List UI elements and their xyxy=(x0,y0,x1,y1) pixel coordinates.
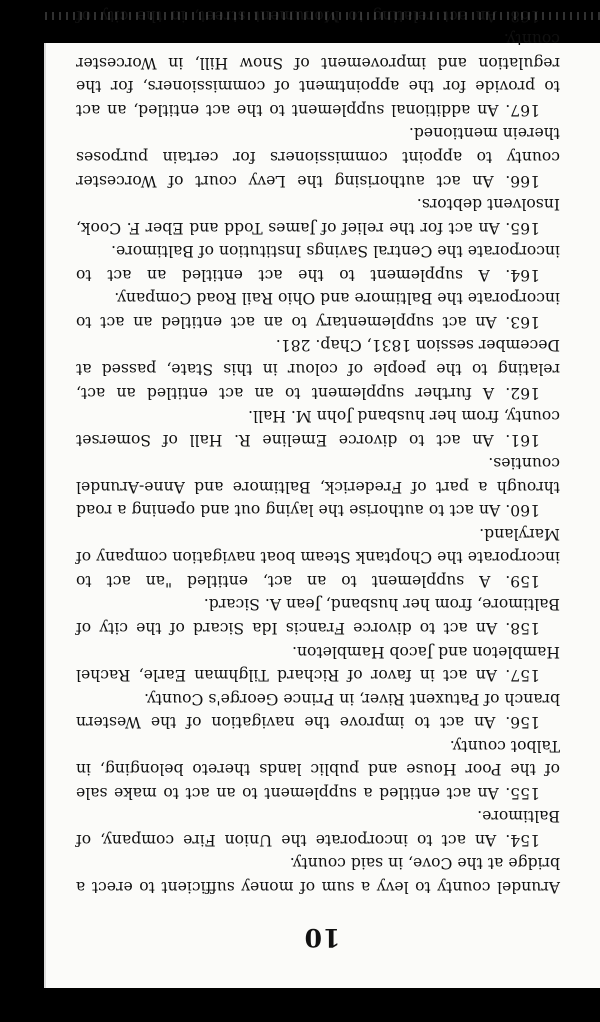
act-number: 167. xyxy=(505,100,540,119)
act-text: An additional supplement to the act entitled, an act to provide for the appointment of commissioners, for the regulation and improvement of Snow Hill, in Worcester county. xyxy=(76,30,560,119)
act-text: An act to incorporate the Union Fire company, of Baltimore. xyxy=(76,807,560,849)
act-entry xyxy=(76,286,560,333)
act-list xyxy=(76,0,560,898)
torn-edge xyxy=(44,12,600,20)
act-text: An act in favor of Richard Tilghman Earle, Rachel Hambleton and Jacob Hambleton. xyxy=(76,642,560,685)
act-entry xyxy=(76,521,560,592)
act-text: A supplement to an act, entitled "an act to incorporate the Choptank Steam boat navigation company of Maryland. xyxy=(76,524,560,590)
paper-sheet xyxy=(44,6,600,988)
act-number: 163. xyxy=(505,312,540,331)
act-number: 160. xyxy=(505,501,540,520)
act-entry xyxy=(76,851,560,898)
act-number: 164. xyxy=(505,265,540,284)
act-entry xyxy=(76,686,560,733)
act-text: An act to authorise the laying out and opening a road through a part of Frederick, Baltimore and Anne-Arundel counties. xyxy=(76,454,560,520)
act-entry xyxy=(76,592,560,639)
act-entry xyxy=(76,333,560,404)
act-entry xyxy=(76,639,560,686)
act-text: An act to improve the navigation of the Western branch of Patuxent River, in Prince George's County. xyxy=(76,689,560,732)
act-entry xyxy=(76,192,560,239)
act-entry xyxy=(76,451,560,522)
act-text: Arundel county to levy a sum of money sufficient to erect a bridge at the Cove, in said county. xyxy=(76,854,560,896)
act-number: 157. xyxy=(505,666,540,685)
act-number: 165. xyxy=(505,218,540,237)
act-number: 156. xyxy=(505,713,540,732)
act-number: 166. xyxy=(505,171,540,190)
act-entry xyxy=(76,27,560,121)
act-number: 158. xyxy=(505,618,540,637)
act-entry xyxy=(76,121,560,192)
act-text: An act for the relief of James Todd and Eber F. Cook, Insolvent debtors. xyxy=(76,195,560,237)
act-number: 155. xyxy=(505,783,540,802)
act-number: 168. xyxy=(505,6,540,25)
act-number: 159. xyxy=(505,571,540,590)
act-text: An act entitled a supplement to an act to make sale of the Poor House and public lands thereto belonging, in Talbot county. xyxy=(76,736,560,802)
act-text: A further supplement to an act entitled an act, relating to the people of colour in this State, passed at December session 1831, Chap. 281. xyxy=(76,336,560,402)
act-entry xyxy=(76,239,560,286)
act-number: 162. xyxy=(505,383,540,402)
act-number: 161. xyxy=(505,430,540,449)
act-text: An act to divorce Francis Ida Sicard of the city of Baltimore, from her husband, Jean A. Sicard. xyxy=(76,595,560,637)
act-text: An act to divorce Emeline R. Hall of Somerset county, from her husband John M. Hall. xyxy=(76,407,560,449)
act-number: 154. xyxy=(505,830,540,849)
act-text: An act authorising the Levy court of Worcester county to appoint commissioners for certain purposes therein mentioned. xyxy=(76,124,560,190)
act-text: A supplement to the act entitled an act to incorporate the Central Savings Institution of Baltimore. xyxy=(76,242,560,284)
page-number: 10 xyxy=(303,923,341,952)
act-text: An act supplementary to an act entitled an act to incorporate the Baltimore and Ohio Rail Road Company. xyxy=(76,289,560,331)
act-entry xyxy=(76,733,560,804)
act-text: An act relating to Monument street, in the city of xyxy=(76,6,497,25)
act-entry xyxy=(76,404,560,451)
act-entry xyxy=(76,804,560,851)
